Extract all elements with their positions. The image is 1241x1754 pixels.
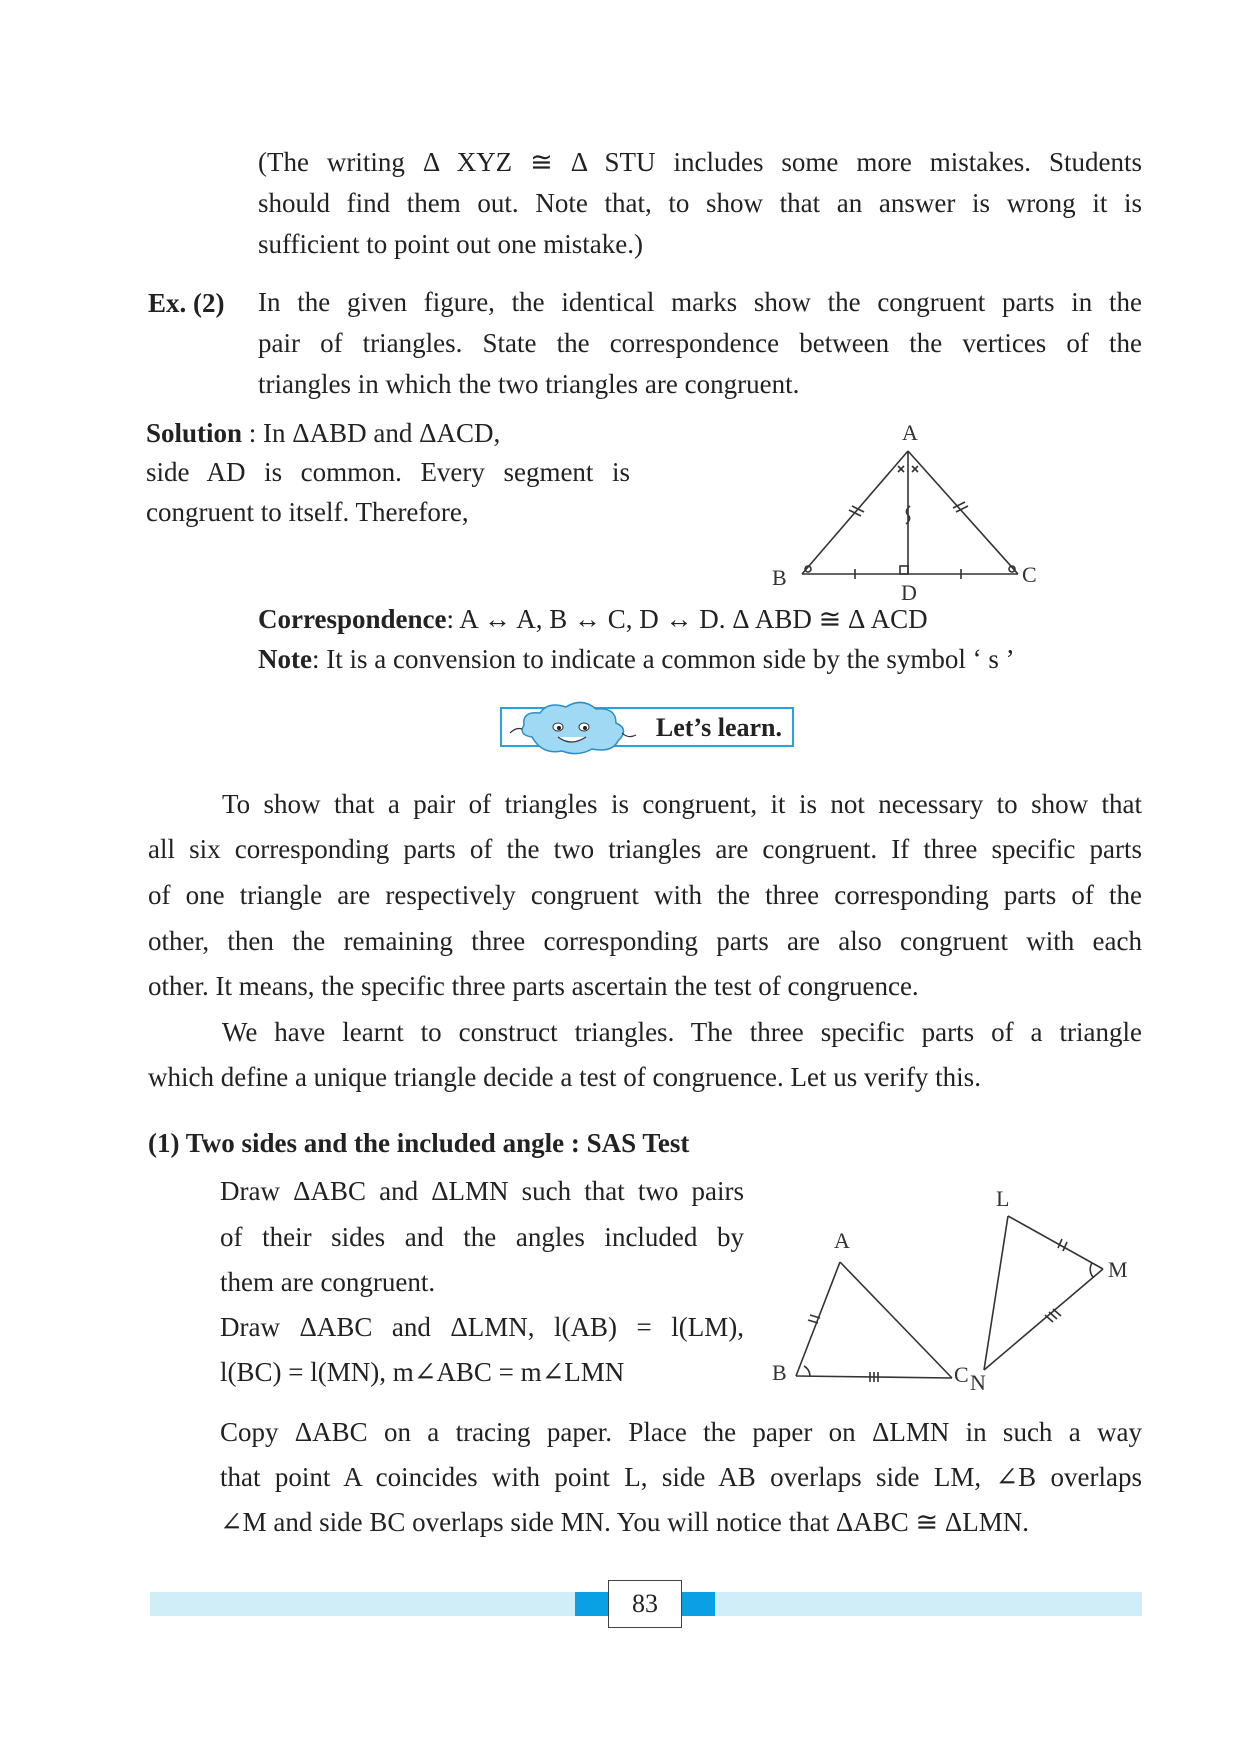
learn-p1-line-2: all six corresponding parts of the two triangles are congruent. If three specific parts	[148, 834, 1142, 864]
learn-p1-line-1: To show that a pair of triangles is congruent, it is not necessary to show that	[222, 789, 1142, 819]
fig2-label-m: M	[1108, 1257, 1128, 1282]
learn-p1-line-5: other. It means, the specific three parts ascertain the test of congruence.	[148, 971, 919, 1001]
copy-line-3: ∠M and side BC overlaps side MN. You will notice that ΔABC ≅ ΔLMN.	[220, 1507, 1029, 1537]
sas-line-3: them are congruent.	[220, 1267, 436, 1297]
fig2-label-c: C	[954, 1362, 969, 1387]
correspondence-line	[258, 604, 928, 635]
intro-line-3: sufficient to point out one mistake.)	[258, 229, 643, 259]
note-text: : It is a convension to indicate a common side by the symbol ‘ s ’	[311, 644, 1015, 674]
note-label: Note	[258, 644, 312, 674]
lets-learn-text: Let’s learn.	[655, 713, 782, 742]
sas-line-4: Draw ΔABC and ΔLMN, l(AB) = l(LM),	[220, 1312, 744, 1342]
sas-heading: (1) Two sides and the included angle : SAS Test	[148, 1128, 690, 1158]
fig1-label-b: B	[772, 565, 787, 590]
learn-p2-line-1: We have learnt to construct triangles. The three specific parts of a triangle	[222, 1017, 1142, 1047]
example-line-3: triangles in which the two triangles are congruent.	[258, 369, 800, 399]
sas-line-5: l(BC) = l(MN), m∠ABC = m∠LMN	[220, 1357, 625, 1387]
intro-line-2: should find them out. Note that, to show that an answer is wrong it is	[258, 188, 1142, 218]
learn-p1-line-4: other, then the remaining three corresponding parts are also congruent with each	[148, 926, 1142, 956]
fig2-label-l: L	[996, 1186, 1010, 1211]
sas-line-1: Draw ΔABC and ΔLMN such that two pairs	[220, 1176, 744, 1206]
solution-line-1-text: : In ΔABD and ΔACD,	[242, 418, 501, 448]
fig1-label-c: C	[1022, 562, 1037, 587]
learn-p2-line-2: which define a unique triangle decide a test of congruence. Let us verify this.	[148, 1062, 981, 1092]
fig2-label-b: B	[772, 1360, 787, 1385]
footer-accent-left	[575, 1592, 609, 1616]
figure-triangle-abd-acd	[760, 418, 1080, 606]
correspondence-text: : A ↔ A, B ↔ C, D ↔ D. Δ ABD ≅ Δ ACD	[446, 604, 928, 634]
fig1-label-d: D	[901, 580, 917, 605]
fig1-label-a: A	[902, 420, 918, 445]
example-line-2: pair of triangles. State the correspondence between the vertices of the	[258, 328, 1142, 358]
footer-accent-right	[681, 1592, 715, 1616]
solution-label: Solution	[146, 418, 243, 448]
note-line	[258, 644, 1015, 675]
solution-line-2: side AD is common. Every segment is	[146, 457, 630, 487]
fig2-label-n: N	[970, 1370, 986, 1390]
example-label: Ex. (2)	[148, 288, 225, 318]
correspondence-label: Correspondence	[258, 604, 447, 634]
copy-line-1: Copy ΔABC on a tracing paper. Place the paper on ΔLMN in such a way	[220, 1417, 1142, 1447]
fig2-label-a: A	[834, 1228, 850, 1253]
example-line-1: In the given figure, the identical marks show the congruent parts in the	[258, 287, 1142, 317]
learn-p1-line-3: of one triangle are respectively congruent with the three corresponding parts of the	[148, 880, 1142, 910]
sas-line-2: of their sides and the angles included by	[220, 1222, 744, 1252]
copy-line-2: that point A coincides with point L, side AB overlaps side LM, ∠B overlaps	[220, 1462, 1142, 1492]
lets-learn-banner	[500, 707, 794, 747]
cloud-face-icon	[506, 699, 646, 759]
intro-line-1: (The writing Δ XYZ ≅ Δ STU includes some more mistakes. Students	[258, 147, 1142, 177]
figure-triangles-abc-lmn	[760, 1180, 1160, 1390]
solution-line-1	[146, 418, 500, 449]
page-number: 83	[608, 1580, 682, 1628]
solution-line-3: congruent to itself. Therefore,	[146, 497, 469, 527]
